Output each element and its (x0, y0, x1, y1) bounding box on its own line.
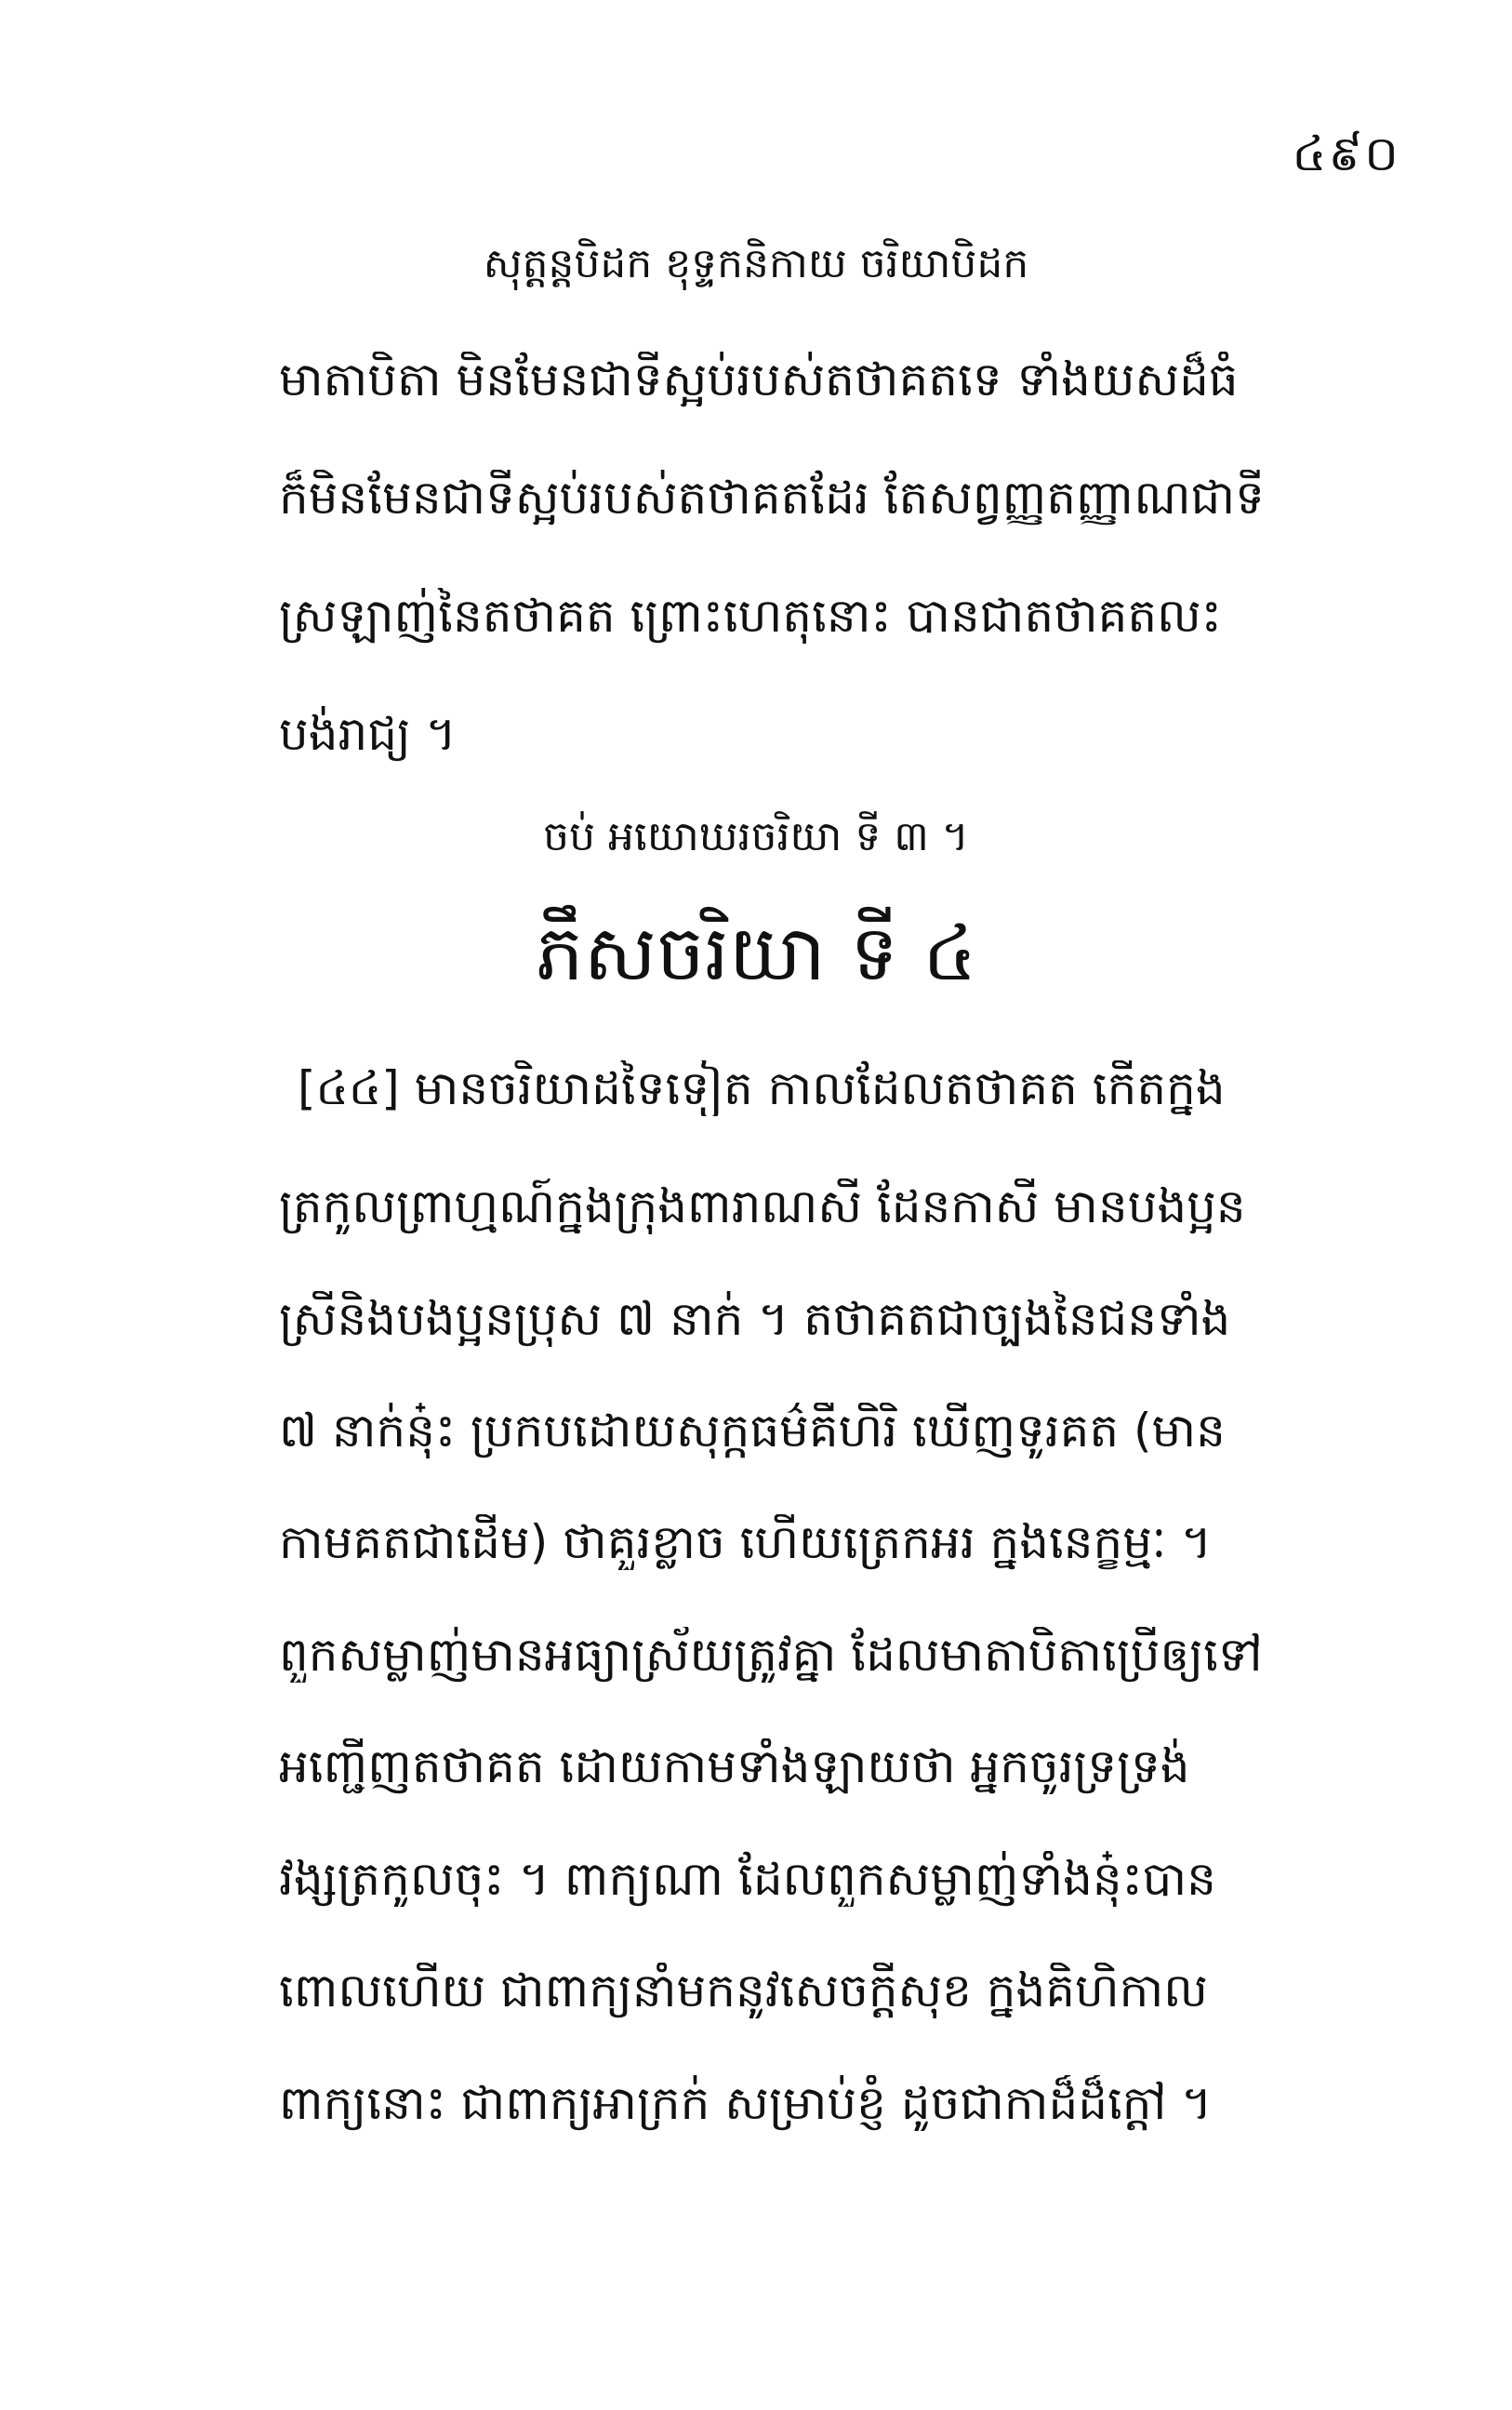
chapter-title: ភឹសចរិយា ទី ៤ (535, 910, 977, 998)
body-line: ត្រកូលព្រាហ្មណ៍ក្នុងក្រុងពារាណសី ដែនកាសី មានបងប្អូន (279, 1179, 1246, 1233)
running-header: សុត្តន្តបិដក ខុទ្ទកនិកាយ ចរិយាបិដក (483, 240, 1029, 287)
intro-line: ស្រឡាញ់នៃតថាគត ព្រោះហេតុនោះ បានជាតថាគតលះ (279, 589, 1222, 643)
page-number: ៤៩០ (1292, 126, 1400, 182)
body-line: អញ្ជើញតថាគត ដោយកាមទាំងឡាយថា អ្នកចូរទ្រទ្រង់ (279, 1739, 1190, 1793)
body-line: ៧ នាក់នុ៎ះ ប្រកបដោយសុក្កធម៌គឺហិរិ ឃើញទូរគត (មាន (279, 1404, 1226, 1458)
body-line: ពោលហើយ ជាពាក្យនាំមកនូវសេចក្តីសុខ ក្នុងគិហិកាល (279, 1964, 1208, 2017)
body-line: ស្រីនិងបងប្អូនប្រុស ៧ នាក់ ។ តថាគតជាច្បងនៃជនទាំង (279, 1292, 1231, 1346)
intro-line: ក៏មិនមែនជាទីស្អប់របស់តថាគតដែរ តែសព្វញ្ញុតញ្ញាណជាទី (279, 471, 1265, 525)
body-line: ពួកសម្លាញ់មានអធ្យាស្រ័យត្រូវគ្នា ដែលមាតាបិតាប្រើឲ្យទៅ (279, 1628, 1263, 1682)
intro-line: មាតាបិតា មិនមែនជាទីស្អប់របស់តថាគតទេ ទាំងយសដ៏ធំ (279, 353, 1239, 406)
intro-line: បង់រាជ្យ ។ (279, 707, 457, 761)
body-line: វង្សត្រកូលចុះ ។ ពាក្យណា ដែលពួកសម្លាញ់ទាំងនុ៎ះបាន (279, 1852, 1216, 1906)
body-line: [៤៤] មានចរិយាដទៃទៀត កាលដែលតថាគត កើតក្នុង (298, 1061, 1226, 1115)
section-end-line: ចប់ អយោឃរចរិយា ទី ៣ ។ (543, 813, 969, 860)
body-line: ពាក្យនោះ ជាពាក្យអាក្រក់ សម្រាប់ខ្ញុំ ដូចជាកាដ៏ដ៏ក្ដៅ ។ (279, 2076, 1213, 2130)
body-line: កាមគតជាដើម) ថាគួរខ្លាច ហើយត្រេកអរ ក្នុងនេក្ខម្មៈ ។ (279, 1515, 1213, 1569)
